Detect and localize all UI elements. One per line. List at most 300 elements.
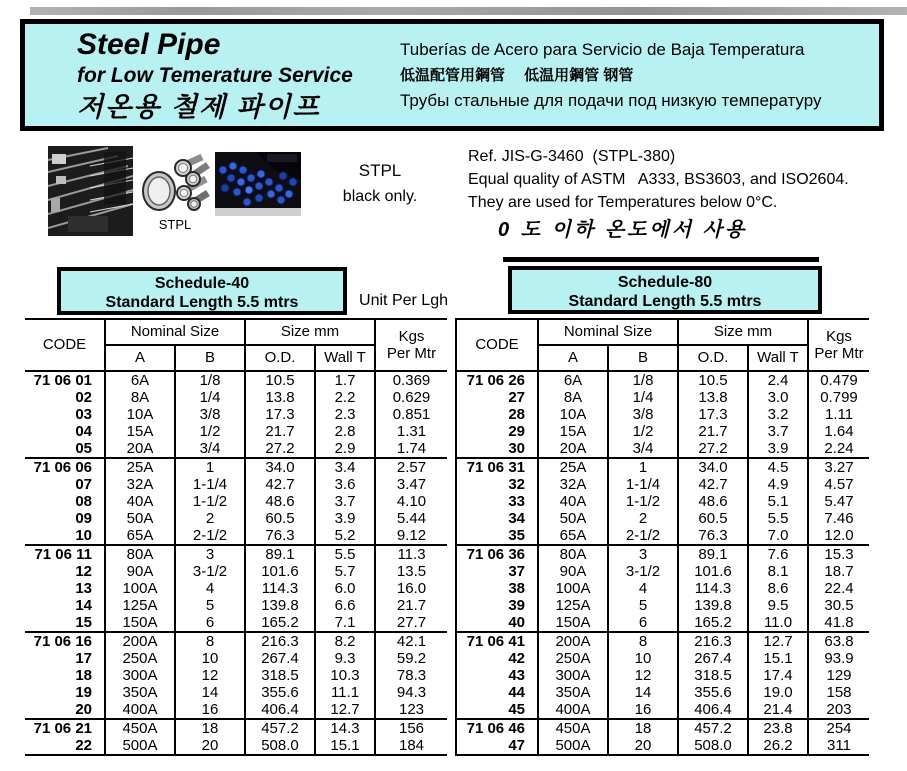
table-row — [456, 510, 869, 527]
wall-t-cell: 5.5 — [748, 510, 808, 527]
table-row — [25, 527, 447, 545]
col-header-nominal-size: Nominal Size — [538, 319, 678, 345]
od-cell: 406.4 — [245, 701, 315, 719]
table-row — [25, 476, 447, 493]
table-row — [25, 701, 447, 719]
unit-label-pre: Unit Per L — [359, 292, 431, 309]
code-cell: 71 06 26 — [456, 371, 538, 389]
col-header-code: CODE — [456, 319, 538, 371]
table-row — [25, 684, 447, 701]
od-cell: 42.7 — [245, 476, 315, 493]
nominal-a-cell: 10A — [538, 406, 608, 423]
col-header-wall-t: Wall T — [315, 345, 375, 371]
page-title: Steel Pipe — [77, 28, 221, 61]
od-cell: 355.6 — [678, 684, 748, 701]
table-row — [25, 650, 447, 667]
od-cell: 101.6 — [678, 563, 748, 580]
nominal-b-cell: 1 — [608, 458, 678, 476]
od-cell: 13.8 — [245, 389, 315, 406]
code-cell: 71 06 16 — [25, 632, 105, 650]
code-group — [456, 371, 869, 458]
code-cell: 37 — [456, 563, 538, 580]
nominal-b-cell: 3-1/2 — [175, 563, 245, 580]
code-cell: 05 — [75, 440, 92, 457]
code-cell: 29 — [456, 423, 538, 440]
od-cell: 17.3 — [678, 406, 748, 423]
code-group — [25, 545, 447, 632]
col-header-a: A — [538, 345, 608, 371]
kgs-cell: 11.3 — [375, 545, 447, 563]
wall-t-cell: 3.9 — [748, 440, 808, 458]
table-row — [456, 440, 869, 458]
nominal-a-cell: 400A — [105, 701, 175, 719]
wall-t-cell: 2.3 — [315, 406, 375, 423]
unit-per-length-label — [348, 292, 448, 310]
nominal-a-cell: 300A — [538, 667, 608, 684]
od-cell: 60.5 — [245, 510, 315, 527]
kgs-cell: 59.2 — [375, 650, 447, 667]
table-row — [25, 563, 447, 580]
table-row — [25, 737, 447, 755]
code-cell: 71 06 01 — [25, 371, 105, 389]
nominal-b-cell: 3/8 — [175, 406, 245, 423]
wall-t-cell: 5.5 — [315, 545, 375, 563]
nominal-b-cell: 3/4 — [175, 440, 245, 458]
col-header-b: B — [608, 345, 678, 371]
kgs-cell: 9.12 — [375, 527, 447, 545]
kgs-cell: 12.0 — [808, 527, 869, 545]
kgs-cell: 27.7 — [375, 614, 447, 632]
wall-t-cell: 8.1 — [748, 563, 808, 580]
od-cell: 355.6 — [245, 684, 315, 701]
title-banner — [20, 19, 884, 131]
kgs-label: Kgs — [826, 328, 852, 345]
wall-t-cell: 2.9 — [315, 440, 375, 458]
nominal-a-cell: 32A — [105, 476, 175, 493]
wall-t-cell: 2.2 — [315, 389, 375, 406]
ref-usage: They are used for Temperatures below 0°C. — [468, 194, 778, 211]
code-cell: 18 — [75, 667, 92, 684]
code-cell: 30 — [456, 440, 538, 458]
code-cell: 15 — [75, 614, 92, 631]
nominal-b-cell: 3/8 — [608, 406, 678, 423]
kgs-cell: 2.57 — [375, 458, 447, 476]
kgs-cell: 63.8 — [808, 632, 869, 650]
nominal-a-cell: 350A — [538, 684, 608, 701]
table-row — [456, 476, 869, 493]
od-cell: 139.8 — [245, 597, 315, 614]
wall-t-cell: 26.2 — [748, 737, 808, 755]
code-cell: 44 — [456, 684, 538, 701]
nominal-b-cell: 1 — [175, 458, 245, 476]
pipe-bundle-photo — [140, 151, 210, 217]
table-row — [456, 545, 869, 563]
code-cell: 17 — [75, 650, 92, 667]
od-cell: 267.4 — [245, 650, 315, 667]
od-cell: 89.1 — [678, 545, 748, 563]
scan-stray-mark — [503, 257, 819, 262]
col-header-a: A — [105, 345, 175, 371]
col-header-code: CODE — [25, 319, 105, 371]
wall-t-cell: 3.7 — [315, 493, 375, 510]
nominal-a-cell: 50A — [105, 510, 175, 527]
kgs-cell: 254 — [808, 719, 869, 737]
od-cell: 318.5 — [678, 667, 748, 684]
nominal-b-cell: 3-1/2 — [608, 563, 678, 580]
table-row — [25, 632, 447, 650]
kgs-cell: 5.47 — [808, 493, 869, 510]
code-cell: 45 — [456, 701, 538, 719]
nominal-b-cell: 16 — [608, 701, 678, 719]
korean-usage-note: 0 도 이하 온도에서 사용 — [498, 219, 748, 241]
nominal-b-cell: 18 — [608, 719, 678, 737]
schedule80-title: Schedule-80 — [617, 274, 713, 291]
table-row — [25, 719, 447, 737]
col-header-size-mm: Size mm — [245, 319, 375, 345]
table-row — [25, 371, 447, 389]
schedule80-table — [455, 318, 869, 756]
nominal-a-cell: 6A — [538, 371, 608, 389]
black-only-label: black only. — [342, 188, 418, 205]
nominal-a-cell: 200A — [105, 632, 175, 650]
table-row — [456, 580, 869, 597]
kgs-cell: 2.24 — [808, 440, 869, 458]
code-cell: 71 06 31 — [456, 458, 538, 476]
od-cell: 10.5 — [245, 371, 315, 389]
nominal-a-cell: 8A — [105, 389, 175, 406]
code-cell: 71 06 11 — [25, 545, 105, 563]
table-row — [456, 632, 869, 650]
nominal-b-cell: 1-1/2 — [175, 493, 245, 510]
wall-t-cell: 8.2 — [315, 632, 375, 650]
nominal-a-cell: 50A — [538, 510, 608, 527]
table-row — [456, 701, 869, 719]
nominal-a-cell: 20A — [538, 440, 608, 458]
nominal-a-cell: 350A — [105, 684, 175, 701]
table-row — [456, 493, 869, 510]
od-cell: 13.8 — [678, 389, 748, 406]
nominal-b-cell: 3 — [175, 545, 245, 563]
od-cell: 165.2 — [678, 614, 748, 632]
nominal-b-cell: 20 — [175, 737, 245, 755]
col-header-od: O.D. — [245, 345, 315, 371]
wall-t-cell: 3.2 — [748, 406, 808, 423]
kgs-cell: 1.64 — [808, 423, 869, 440]
nominal-a-cell: 250A — [538, 650, 608, 667]
wall-t-cell: 7.0 — [748, 527, 808, 545]
nominal-b-cell: 10 — [608, 650, 678, 667]
table-row — [25, 667, 447, 684]
table-row — [456, 684, 869, 701]
table-row — [25, 458, 447, 476]
kgs-cell: 7.46 — [808, 510, 869, 527]
nominal-b-cell: 1-1/4 — [608, 476, 678, 493]
kgs-cell: 13.5 — [375, 563, 447, 580]
code-cell: 22 — [75, 737, 92, 754]
schedule40-table-wrap — [25, 318, 447, 756]
title-spanish: Tuberías de Acero para Servicio de Baja Temperatura — [400, 40, 805, 59]
ref-equivalents: Equal quality of ASTM A333, BS3603, and ISO2604. — [468, 171, 849, 188]
code-cell: 09 — [75, 510, 92, 527]
wall-t-cell: 8.6 — [748, 580, 808, 597]
title-banner-left — [25, 24, 400, 126]
wall-t-cell: 15.1 — [748, 650, 808, 667]
code-cell: 20 — [75, 701, 92, 718]
code-cell: 14 — [75, 597, 92, 614]
col-header-size-mm: Size mm — [678, 319, 808, 345]
nominal-b-cell: 1/2 — [608, 423, 678, 440]
wall-t-cell: 7.6 — [748, 545, 808, 563]
kgs-cell: 129 — [808, 667, 869, 684]
nominal-b-cell: 12 — [608, 667, 678, 684]
nominal-b-cell: 8 — [608, 632, 678, 650]
nominal-b-cell: 2 — [175, 510, 245, 527]
code-cell: 07 — [75, 476, 92, 493]
table-row — [456, 667, 869, 684]
wall-t-cell: 2.4 — [748, 371, 808, 389]
nominal-a-cell: 8A — [538, 389, 608, 406]
table-row — [456, 563, 869, 580]
table-row — [456, 614, 869, 632]
table-row — [25, 406, 447, 423]
wall-t-cell: 2.8 — [315, 423, 375, 440]
nominal-b-cell: 1/4 — [175, 389, 245, 406]
code-cell: 03 — [75, 406, 92, 423]
code-group — [456, 719, 869, 755]
nominal-a-cell: 20A — [105, 440, 175, 458]
wall-t-cell: 7.1 — [315, 614, 375, 632]
kgs-cell: 158 — [808, 684, 869, 701]
wall-t-cell: 9.3 — [315, 650, 375, 667]
wall-t-cell: 21.4 — [748, 701, 808, 719]
wall-t-cell: 23.8 — [748, 719, 808, 737]
per-mtr-label: Per Mtr — [814, 345, 864, 362]
kgs-cell: 30.5 — [808, 597, 869, 614]
nominal-b-cell: 10 — [175, 650, 245, 667]
code-cell: 13 — [75, 580, 92, 597]
nominal-a-cell: 80A — [105, 545, 175, 563]
code-group — [25, 458, 447, 545]
kgs-label: Kgs — [398, 328, 425, 345]
code-cell: 71 06 41 — [456, 632, 538, 650]
schedule80-box — [508, 266, 822, 314]
kgs-cell: 94.3 — [375, 684, 447, 701]
wall-t-cell: 11.0 — [748, 614, 808, 632]
nominal-a-cell: 300A — [105, 667, 175, 684]
kgs-cell: 93.9 — [808, 650, 869, 667]
nominal-a-cell: 10A — [105, 406, 175, 423]
wall-t-cell: 5.7 — [315, 563, 375, 580]
wall-t-cell: 4.5 — [748, 458, 808, 476]
nominal-a-cell: 100A — [538, 580, 608, 597]
nominal-b-cell: 2-1/2 — [175, 527, 245, 545]
code-cell: 12 — [75, 563, 92, 580]
nominal-b-cell: 14 — [608, 684, 678, 701]
wall-t-cell: 12.7 — [748, 632, 808, 650]
od-cell: 267.4 — [678, 650, 748, 667]
schedule80-table-wrap — [455, 318, 869, 756]
kgs-cell: 0.479 — [808, 371, 869, 389]
wall-t-cell: 3.0 — [748, 389, 808, 406]
code-cell: 08 — [75, 493, 92, 510]
page-title-korean: 저온용 철제 파이프 — [77, 92, 321, 122]
od-cell: 318.5 — [245, 667, 315, 684]
code-cell: 19 — [75, 684, 92, 701]
nominal-a-cell: 200A — [538, 632, 608, 650]
pipe-bundle-caption: STPL — [158, 217, 192, 232]
table-row — [456, 597, 869, 614]
col-header-b: B — [175, 345, 245, 371]
od-cell: 139.8 — [678, 597, 748, 614]
od-cell: 508.0 — [245, 737, 315, 755]
od-cell: 101.6 — [245, 563, 315, 580]
kgs-cell: 203 — [808, 701, 869, 719]
table-row — [25, 614, 447, 632]
table-row — [25, 510, 447, 527]
od-cell: 216.3 — [245, 632, 315, 650]
code-cell: 42 — [456, 650, 538, 667]
od-cell: 406.4 — [678, 701, 748, 719]
kgs-cell: 1.11 — [808, 406, 869, 423]
table-row — [456, 458, 869, 476]
nominal-a-cell: 40A — [538, 493, 608, 510]
nominal-a-cell: 15A — [538, 423, 608, 440]
wall-t-cell: 5.1 — [748, 493, 808, 510]
table-row — [25, 389, 447, 406]
code-cell: 38 — [456, 580, 538, 597]
nominal-a-cell: 450A — [105, 719, 175, 737]
schedule40-title: Schedule-40 — [154, 275, 250, 292]
kgs-cell: 4.10 — [375, 493, 447, 510]
kgs-cell: 5.44 — [375, 510, 447, 527]
kgs-cell: 16.0 — [375, 580, 447, 597]
code-cell: 27 — [456, 389, 538, 406]
kgs-cell: 18.7 — [808, 563, 869, 580]
nominal-b-cell: 2-1/2 — [608, 527, 678, 545]
nominal-b-cell: 12 — [175, 667, 245, 684]
table-row — [25, 440, 447, 458]
nominal-a-cell: 125A — [105, 597, 175, 614]
code-cell: 33 — [456, 493, 538, 510]
unit-label-post: h — [439, 292, 448, 309]
wall-t-cell: 10.3 — [315, 667, 375, 684]
kgs-cell: 0.369 — [375, 371, 447, 389]
nominal-b-cell: 6 — [608, 614, 678, 632]
od-cell: 216.3 — [678, 632, 748, 650]
od-cell: 21.7 — [678, 423, 748, 440]
nominal-b-cell: 1-1/4 — [175, 476, 245, 493]
kgs-cell: 1.31 — [375, 423, 447, 440]
code-group — [25, 371, 447, 458]
code-cell: 71 06 06 — [25, 458, 105, 476]
wall-t-cell: 12.7 — [315, 701, 375, 719]
od-cell: 17.3 — [245, 406, 315, 423]
wall-t-cell: 3.7 — [748, 423, 808, 440]
code-cell: 40 — [456, 614, 538, 632]
code-group — [25, 632, 447, 719]
nominal-a-cell: 90A — [538, 563, 608, 580]
kgs-cell: 41.8 — [808, 614, 869, 632]
nominal-a-cell: 500A — [105, 737, 175, 755]
title-cjk: 低温配管用鋼管 低温用鋼管 钢管 — [400, 67, 634, 84]
wall-t-cell: 4.9 — [748, 476, 808, 493]
kgs-cell: 0.629 — [375, 389, 447, 406]
code-cell: 71 06 36 — [456, 545, 538, 563]
kgs-cell: 0.799 — [808, 389, 869, 406]
nominal-b-cell: 3 — [608, 545, 678, 563]
nominal-b-cell: 14 — [175, 684, 245, 701]
table-row — [456, 737, 869, 755]
code-group — [456, 458, 869, 545]
kgs-cell: 184 — [375, 737, 447, 755]
col-header-wall-t: Wall T — [748, 345, 808, 371]
od-cell: 89.1 — [245, 545, 315, 563]
nominal-a-cell: 65A — [538, 527, 608, 545]
nominal-a-cell: 6A — [105, 371, 175, 389]
kgs-cell: 22.4 — [808, 580, 869, 597]
nominal-a-cell: 40A — [105, 493, 175, 510]
nominal-b-cell: 4 — [175, 580, 245, 597]
nominal-a-cell: 90A — [105, 563, 175, 580]
kgs-cell: 3.47 — [375, 476, 447, 493]
od-cell: 48.6 — [678, 493, 748, 510]
kgs-cell: 123 — [375, 701, 447, 719]
od-cell: 27.2 — [245, 440, 315, 458]
unit-label-underlined: g — [430, 292, 440, 309]
schedule40-subtitle: Standard Length 5.5 mtrs — [105, 294, 299, 311]
od-cell: 114.3 — [678, 580, 748, 597]
table-row — [25, 545, 447, 563]
code-cell: 35 — [456, 527, 538, 545]
od-cell: 42.7 — [678, 476, 748, 493]
od-cell: 21.7 — [245, 423, 315, 440]
nominal-a-cell: 150A — [105, 614, 175, 632]
od-cell: 165.2 — [245, 614, 315, 632]
col-header-kgs-per-mtr — [375, 319, 447, 371]
nominal-a-cell: 250A — [105, 650, 175, 667]
schedule40-table — [25, 318, 447, 756]
code-cell: 02 — [75, 389, 92, 406]
schedule40-box — [57, 267, 347, 315]
nominal-b-cell: 18 — [175, 719, 245, 737]
nominal-b-cell: 8 — [175, 632, 245, 650]
wall-t-cell: 3.9 — [315, 510, 375, 527]
kgs-cell: 42.1 — [375, 632, 447, 650]
grade-label: STPL — [358, 161, 402, 180]
od-cell: 457.2 — [678, 719, 748, 737]
wall-t-cell: 9.5 — [748, 597, 808, 614]
nominal-b-cell: 1/8 — [175, 371, 245, 389]
od-cell: 34.0 — [245, 458, 315, 476]
col-header-od: O.D. — [678, 345, 748, 371]
grade-note — [330, 160, 430, 212]
od-cell: 34.0 — [678, 458, 748, 476]
nominal-b-cell: 20 — [608, 737, 678, 755]
table-row — [456, 650, 869, 667]
nominal-a-cell: 500A — [538, 737, 608, 755]
nominal-a-cell: 80A — [538, 545, 608, 563]
code-cell: 71 06 46 — [456, 719, 538, 737]
nominal-a-cell: 65A — [105, 527, 175, 545]
nominal-b-cell: 3/4 — [608, 440, 678, 458]
kgs-cell: 311 — [808, 737, 869, 755]
nominal-b-cell: 4 — [608, 580, 678, 597]
nominal-b-cell: 1/8 — [608, 371, 678, 389]
wall-t-cell: 14.3 — [315, 719, 375, 737]
code-cell: 04 — [75, 423, 92, 440]
wall-t-cell: 3.6 — [315, 476, 375, 493]
nominal-b-cell: 1/4 — [608, 389, 678, 406]
